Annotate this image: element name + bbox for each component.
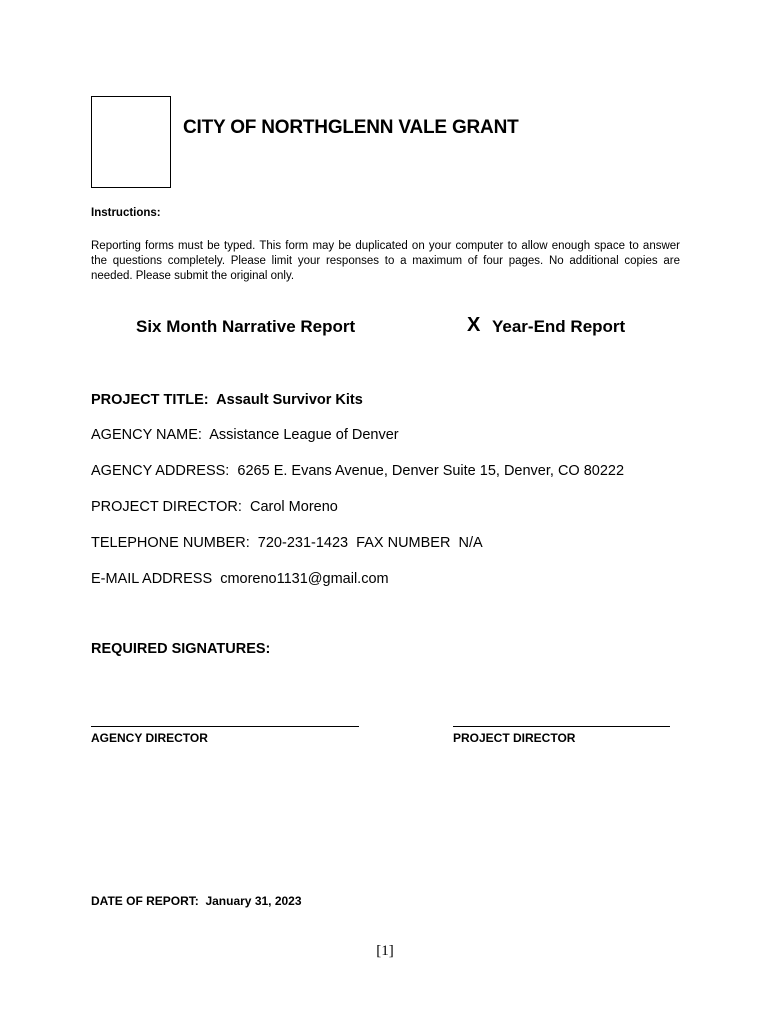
agency-name-label: AGENCY NAME: — [91, 427, 202, 443]
instructions-text: Reporting forms must be typed. This form may be duplicated on your computer to allow enough space to answer the questions completely. Please limit your responses to a maximum of four pages. No additional copies are needed. Please submit the original only. — [91, 240, 680, 282]
agency-director-label: AGENCY DIRECTOR — [91, 731, 208, 745]
agency-address-field — [91, 463, 624, 479]
page-number: [1] — [376, 943, 394, 959]
telephone-value: 720-231-1423 — [257, 535, 349, 551]
project-director-label: PROJECT DIRECTOR: — [91, 499, 242, 515]
required-signatures-heading: REQUIRED SIGNATURES: — [91, 641, 271, 657]
project-title-label: PROJECT TITLE: — [91, 392, 209, 408]
fax-value: N/A — [458, 535, 483, 551]
date-of-report — [91, 894, 302, 908]
year-end-selected-mark: X — [467, 314, 481, 336]
email-field — [91, 571, 389, 587]
telephone-label: TELEPHONE NUMBER: — [91, 535, 250, 551]
project-director-value: Carol Moreno — [250, 499, 338, 515]
project-title-field — [91, 392, 363, 408]
page-title: CITY OF NORTHGLENN VALE GRANT — [183, 117, 519, 138]
project-director-signature-line — [453, 726, 670, 727]
email-value: cmoreno1131@gmail.com — [220, 571, 389, 587]
agency-address-value: 6265 E. Evans Avenue, Denver Suite 15, Denver, CO 80222 — [237, 463, 625, 479]
agency-director-signature-line — [91, 726, 359, 727]
date-of-report-value: January 31, 2023 — [205, 894, 302, 908]
email-label: E-MAIL ADDRESS — [91, 571, 213, 587]
date-of-report-label: DATE OF REPORT: — [91, 894, 199, 908]
year-end-report-option: Year-End Report — [492, 317, 626, 336]
project-director-signature-label: PROJECT DIRECTOR — [453, 731, 576, 745]
logo-placeholder-box — [91, 96, 171, 188]
project-director-field — [91, 499, 338, 515]
six-month-report-option: Six Month Narrative Report — [136, 317, 356, 336]
agency-name-value: Assistance League of Denver — [209, 427, 399, 443]
agency-address-label: AGENCY ADDRESS: — [91, 463, 230, 479]
telephone-fax-field — [91, 535, 483, 551]
agency-name-field — [91, 427, 399, 443]
instructions-heading: Instructions: — [91, 207, 161, 219]
project-title-value: Assault Survivor Kits — [216, 392, 363, 408]
fax-label: FAX NUMBER — [356, 535, 451, 551]
